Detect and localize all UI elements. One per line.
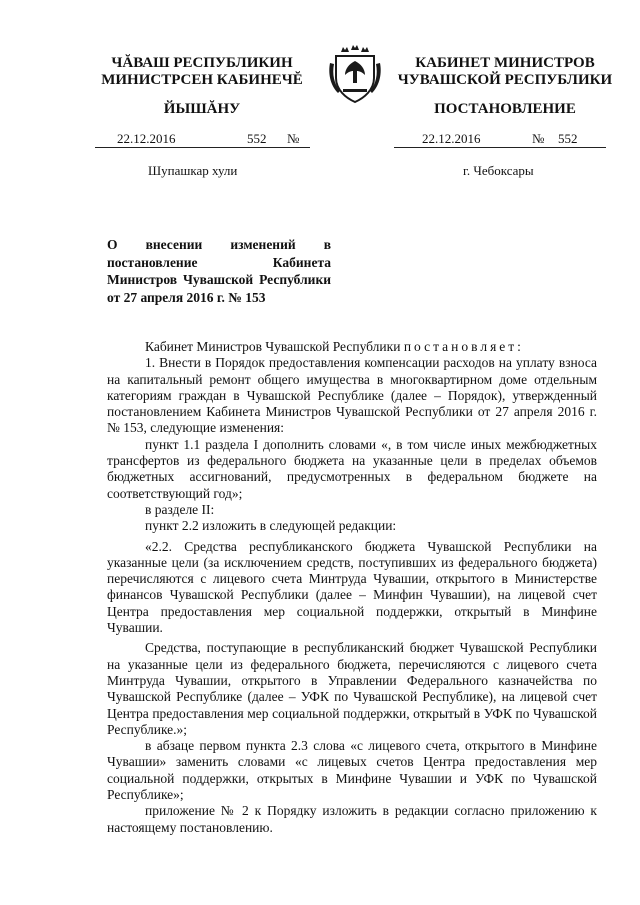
header-right-line1: КАБИНЕТ МИНИСТРОВ [415, 55, 595, 71]
registration-right [394, 131, 606, 148]
paragraph-6: Средства, поступающие в республиканский бюджет Чувашской Республики на указанные цели из федерального бюджета, перечисляются с лицевого счета Минтруда Чувашии, открытого в Управлении Федерального казначейства по Чувашской Республике (далее – УФК по Чувашской Республике), на лицевой счет Центра предоставления мер социальной поддержки, открытый в УФК по Чувашской Республике.»; [107, 640, 597, 737]
paragraph-4: пункт 2.2 изложить в следующей редакции: [145, 518, 397, 534]
paragraph-3: в разделе II: [145, 501, 215, 517]
intro-paragraph [107, 339, 597, 355]
intro-verb: постановляет: [403, 339, 524, 354]
number-right: 552 [558, 131, 578, 146]
header-left-line2: МИНИСТРСЕН КАБИНЕЧĔ [101, 72, 303, 88]
document-body [107, 339, 597, 836]
header-left-org [92, 55, 312, 89]
chuvash-coat-of-arms-icon [326, 43, 384, 105]
header-right-line2: ЧУВАШСКОЙ РЕСПУБЛИКИ [397, 72, 613, 88]
registration-left [95, 131, 310, 148]
place-right: г. Чебоксары [463, 163, 534, 178]
number-left: 552 [247, 131, 267, 146]
document-title: О внесении изменений в постановление Кабинета Министров Чувашской Республики от 27 апреля 2016 г. № 153 [107, 237, 331, 305]
paragraph-7: в абзаце первом пункта 2.3 слова «с лицевого счета, открытого в Минфине Чувашии» заменить словами «с лицевых счетов Центра предоставления мер социальной поддержки, открытых в Минфине Чувашии и УФК по Чувашской Республике»; [107, 738, 597, 803]
number-sign-left: № [287, 131, 300, 146]
paragraph-2: пункт 1.1 раздела I дополнить словами «, в том числе иных межбюджетных трансфертов из федерального бюджета на указанные цели в пределах объемов бюджетных ассигнований, предусмотренных в федеральном бюджете на соответствующий год»; [107, 436, 597, 501]
paragraph-8: приложение № 2 к Порядку изложить в редакции согласно приложению к настоящему постановлению. [107, 803, 597, 835]
header-left-line1: ЧĂВАШ РЕСПУБЛИКИН [111, 55, 293, 71]
header-right-doc-type: ПОСТАНОВЛЕНИЕ [434, 101, 576, 117]
header-right-org [385, 55, 625, 89]
date-right: 22.12.2016 [422, 131, 481, 146]
intro-text: Кабинет Министров Чувашской Республики [145, 339, 401, 354]
paragraph-1: 1. Внести в Порядок предоставления компенсации расходов на уплату взноса на капитальный ремонт общего имущества в многоквартирном доме отдельным категориям граждан в Чувашской Республике (далее – Порядок), утвержденный постановлением Кабинета Министров Чувашской Республики от 27 апреля 2016 г. № 153, следующие изменения: [107, 355, 597, 436]
header-left-doc-type: ЙЫШĂНУ [163, 101, 241, 117]
date-left: 22.12.2016 [117, 131, 176, 146]
paragraph-5: «2.2. Средства республиканского бюджета Чувашской Республики на указанные цели (за исключением средств, поступивших из федерального бюджета) перечисляются с лицевого счета Минтруда Чувашии, открытого в Министерстве финансов Чувашской Республики (далее – Минфин Чувашии), на лицевой счет Центра предоставления мер социальной поддержки, открытый в Минфине Чувашии. [107, 538, 597, 636]
number-sign-right: № [532, 131, 545, 146]
place-left: Шупашкар хули [148, 163, 238, 178]
